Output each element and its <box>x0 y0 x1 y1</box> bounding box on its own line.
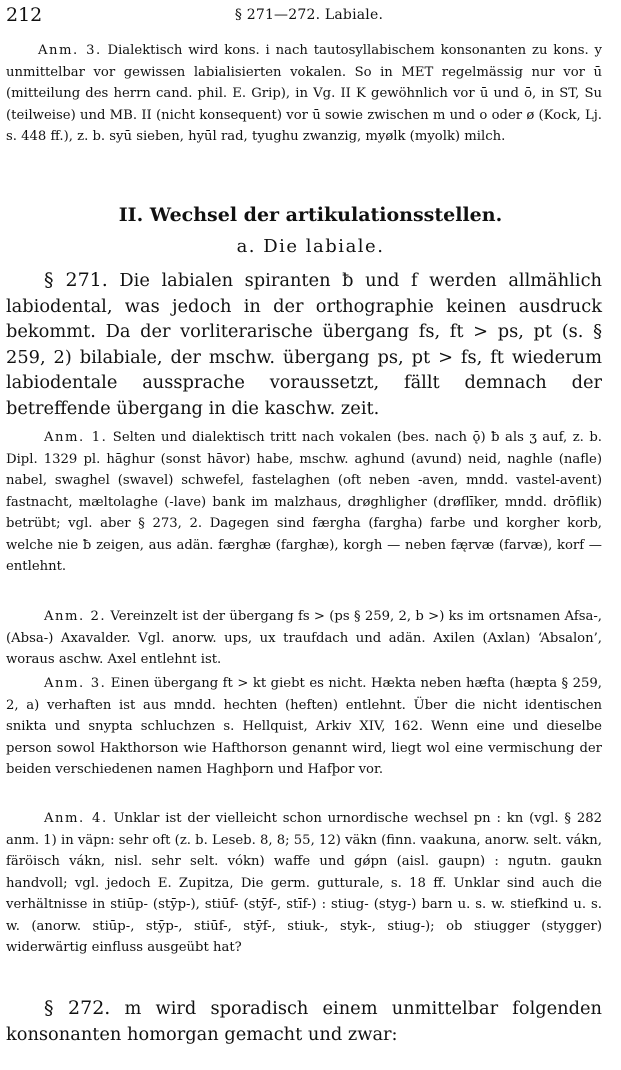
paragraph-label: § 272. <box>44 997 111 1019</box>
note-text: Vereinzelt ist der übergang fs > (ps § 259, 2, b >) ks im ortsnamen Afsa-, (Absa-) Axavalder. Vgl. anorw. ups, ux traufdach und adän. Axilen (Axlan) ‘Absalon’, woraus aschw. Axel entlehnt ist. <box>6 609 602 667</box>
section-title: II. Wechsel der artikulationsstellen. <box>118 204 503 226</box>
note-label: Anm. 4. <box>44 811 108 826</box>
note-anm-2 <box>6 606 602 671</box>
subsection-title: a. Die labiale. <box>236 236 385 257</box>
note-label: Anm. 3. <box>44 676 107 691</box>
note-text: Dialektisch wird kons. i nach tautosyllabischem konsonanten zu kons. y unmittelbar vor gewissen labialisierten vokalen. So in MET regelmässig nur vor ū (mitteilung des herrn cand. phil. E. Grip), in Vg. II K gewöhnlich vor ū und ō, in ST, Su (teilweise) und MB. II (nicht konsequent) vor ū sowie zwischen m und o oder ø (Kock, Lj. s. 448 ff.), z. b. syū sieben, hyūl rad, tyughu zwanzig, myølk (myolk) milch. <box>6 43 602 144</box>
paragraph-text: Die labialen spiranten ƀ und f werden allmählich labiodental, was jedoch in der orthographie keinen ausdruck bekommt. Da der vorliterarische übergang fs, ft > ps, pt (s. § 259, 2) bilabiale, der mschw. übergang ps, pt > fs, ft wiederum labiodentale aussprache voraussetzt, fällt demnach der betreffende übergang in die kaschw. zeit. <box>6 270 602 419</box>
paragraph-272 <box>6 996 602 1047</box>
note-label: Anm. 1. <box>44 430 108 445</box>
note-label: Anm. 3. <box>38 43 102 58</box>
note-text: Unklar ist der vielleicht schon urnordische wechsel pn : kn (vgl. § 282 anm. 1) in väpn: sehr oft (z. b. Leseb. 8, 8; 55, 12) väkn (finn. vaakuna, anorw. selt. vákn, färöisch vákn, nisl. sehr selt. vókn) waffe und gǿpn (aisl. gaupn) : ngutn. gaukn handvoll; vgl. jedoch E. Zupitza, Die germ. gutturale, s. 18 ff. Unklar sind auch die verhältnisse in stiūp- (stȳp-), stiūf- (stȳf-, stīf-) : stiug- (styg-) barn u. s. w. stiefkind u. s. w. (anorw. stiūp-, stȳp-, stiūf-, stȳf-, stiuk-, styk-, stiug-); ob stiugger (stygger) widerwärtig einfluss ausgeübt hat? <box>6 811 602 955</box>
running-head: § 271—272. Labiale. <box>234 7 384 23</box>
note-text: Einen übergang ft > kt giebt es nicht. Hækta neben hæfta (hæpta § 259, 2, a) verhaften ist aus mndd. hechten (heften) entlehnt. Über die nicht identischen snikta und snypta schluchzen s. Hellquist, Arkiv XIV, 162. Wenn eine und dieselbe person sowol Hakthorson wie Hafthorson genannt wird, liegt wol eine vermischung der beiden verschiedenen namen Haghþorn und Hafþor vor. <box>6 676 602 777</box>
paragraph-271 <box>6 268 602 422</box>
note-anm-1 <box>6 427 602 578</box>
note-label: Anm. 2. <box>44 609 107 624</box>
page-header <box>6 4 612 30</box>
note-anm-3 <box>6 673 602 781</box>
note-anm-3-top <box>6 40 602 148</box>
page-number: 212 <box>6 4 43 26</box>
note-anm-4 <box>6 808 602 959</box>
note-text: Selten und dialektisch tritt nach vokalen (bes. nach ǭ) ƀ als ʒ auf, z. b. Dipl. 1329 pl. hāghur (sonst hāvor) habe, mschw. aghund (avund) neid, naghle (nafle) nabel, swaghel (swavel) schwefel, fastelaghen (oft neben -aven, mndd. vastel-avent) fastnacht, mæltolaghe (-lave) bank im malzhaus, drøghligher (drøflīker, mndd. drōflik) betrübt; vgl. aber § 273, 2. Dagegen sind færgha (fargha) farbe und korgher korb, welche nie ƀ zeigen, aus adän. færghæ (farghæ), korgh — neben fæ̨rvæ (farvæ), korf — entlehnt. <box>6 430 602 574</box>
paragraph-text: m wird sporadisch einem unmittelbar folgenden konsonanten homorgan gemacht und zwar: <box>6 998 602 1045</box>
paragraph-label: § 271. <box>44 269 108 291</box>
